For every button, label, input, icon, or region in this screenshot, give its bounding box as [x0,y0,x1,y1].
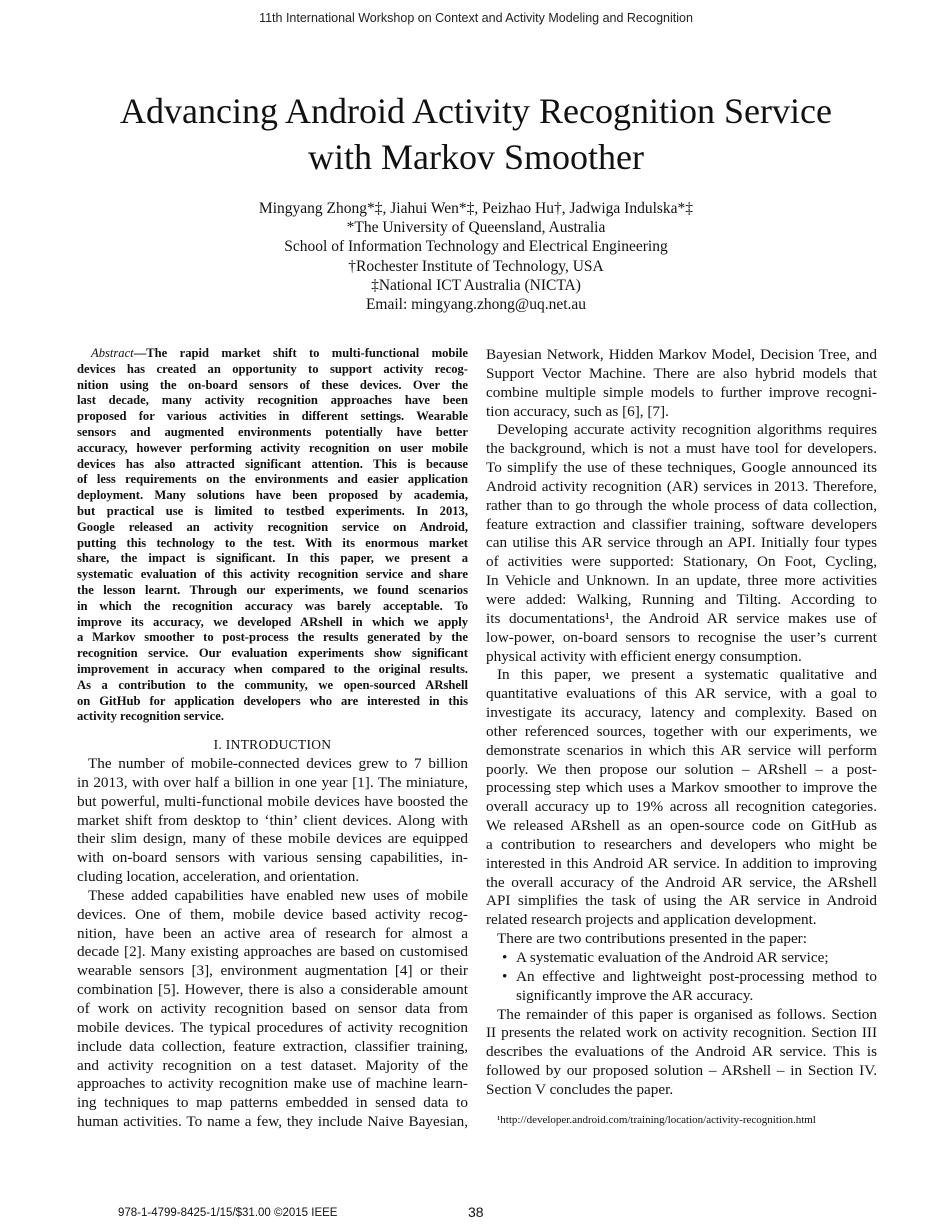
text-line: API simplifies the task of using the AR service in Android [486,892,877,910]
text-line: We released ARshell as an open-source code on GitHub as [486,817,877,835]
text-line: a Markov smoother to post-process the results generated by the [77,630,468,645]
bullet-icon: • [502,949,508,966]
section-heading: I. INTRODUCTION [213,737,332,752]
text-line: with on-board sensors with various sensing capabilities, in- [77,849,468,867]
text-line: Section V concludes the paper. [486,1080,674,1098]
paragraph [486,666,877,930]
text-line: feature extraction and classifier training, software developers [486,515,877,533]
text-line: To simplify the use of these techniques, Google announced its [486,459,877,477]
text-line: devices has created an opportunity to support activity recog- [77,361,468,376]
author-email: Email: mingyang.zhong@uq.net.au [365,296,587,314]
paragraph [486,421,877,666]
paragraph [77,887,468,1132]
text-line: Bayesian Network, Hidden Markov Model, Decision Tree, and [486,346,877,363]
text-line: An effective and lightweight post-processing method to [516,967,877,985]
text-line: market shift from desktop to ‘thin’ client devices. Along with [77,811,468,829]
author-block [0,199,952,314]
text-line: approaches to activity recognition make use of machine learn- [77,1075,468,1093]
introduction-text [77,755,468,1132]
paragraph [77,755,468,887]
title-line: with Markov Smoother [308,137,644,177]
right-column-text [486,346,877,1100]
running-head: 11th International Workshop on Context and Activity Modeling and Recognition [259,11,693,25]
author-names: Mingyang Zhong*‡, Jiahui Wen*‡, Peizhao Hu†, Jadwiga Indulska*‡ [258,200,694,217]
text-line: II presents the related work on activity recognition. Section III [486,1024,877,1042]
text-line: its documentations¹, the Android AR service makes use of [486,609,877,627]
text-line: In Vehicle and Unknown. In an update, three more activities [486,572,877,590]
text-line: improve its accuracy, we developed ARshell in which we apply [77,614,468,629]
text-line: include data collection, feature extraction, classifier training, [77,1037,468,1055]
text-line: of less requirements on the environments and easier application [77,472,468,487]
text-line: a contribution to researchers and developers who might be [486,835,877,853]
text-line: putting this technology to the test. With its enormous market [77,535,468,550]
text-line: share, the impact is significant. In this paper, we present a [77,551,468,566]
text-line: Developing accurate activity recognition algorithms requires [497,421,877,439]
text-line: combine multiple simple models to further improve recogni- [486,383,877,401]
bullet-item [486,968,877,1006]
text-line: but practical use is limited to testbed experiments. In 2013, [77,503,468,518]
text-line: accuracy, however performing activity recognition on user mobile [77,440,468,455]
text-line: other referenced sources, together with our experiments, we [486,722,877,740]
text-line: In this paper, we present a systematic qualitative and [497,666,877,684]
text-line: sensors and augmented environments potentially have better [77,424,468,439]
text-line: As a contribution to the community, we open-sourced ARshell [77,677,468,692]
affiliation: *The University of Queensland, Australia [346,219,606,237]
title-line: Advancing Android Activity Recognition Service [120,91,832,131]
text-line: poorly. We then propose our solution – ARshell – a post- [486,760,877,778]
abstract-text: —The rapid market shift to multi-functional mobile [133,346,468,360]
text-line: in 2013, with over half a billion in one year [1]. The miniature, [77,773,468,791]
text-line: low-power, on-board sensors to recognise the user’s current [486,628,877,646]
text-line: improvement in accuracy when compared to the original results. [77,661,468,676]
text-line: processing step which uses a Markov smoother to improve the [486,779,877,797]
text-line: but powerful, multi-functional mobile devices have boosted the [77,792,468,810]
text-line: deployment. Many solutions have been proposed by academia, [77,488,468,503]
text-line: of work on activity recognition based on sensor data from [77,999,468,1017]
text-line: last decade, many activity recognition approaches have been [77,393,468,408]
text-line: Support Vector Machine. There are also hybrid models that [486,364,877,382]
paper-title [0,88,952,180]
text-line: combination [5]. However, there is also a considerable amount [77,981,468,999]
text-line: their slim design, many of these mobile devices are equipped [77,830,468,848]
text-line: There are two contributions presented in the paper: [497,930,807,948]
text-line: investigate its accuracy, latency and complexity. Based on [486,704,877,722]
text-line: were added: Walking, Running and Tilting. According to [486,590,877,608]
text-line: recognition service. Our evaluation experiments show significant [77,646,468,661]
text-line: proposed for various activities in different settings. Wearable [77,409,468,424]
affiliation: †Rochester Institute of Technology, USA [348,257,604,275]
text-line: the background, which is not a must have tool for developers. [486,440,877,458]
text-line: the lesson learnt. Through our experiments, we found scenarios [77,582,468,597]
text-line: devices. One of them, mobile device based activity recog- [77,905,468,923]
text-line: in which the recognition accuracy was barely acceptable. To [77,598,468,613]
text-line: on GitHub for application developers who are interested in this [77,693,468,708]
affiliation: ‡National ICT Australia (NICTA) [371,276,581,294]
text-line: mobile devices. The typical procedures of activity recognition [77,1018,468,1036]
text-line: The remainder of this paper is organised as follows. Section [497,1005,877,1023]
text-line: activity recognition service. [77,709,224,724]
text-line: rather than to go through the whole process of data collection, [486,496,877,514]
text-line: systematic evaluation of this activity recognition service and share [77,567,468,582]
text-line: the overall accuracy of the Android AR service, the ARshell [486,873,877,891]
text-line: devices has also attracted significant attention. This is because [77,456,468,471]
abstract [77,346,468,725]
text-line: A systematic evaluation of the Android AR service; [516,949,829,966]
abstract-label: Abstract [91,346,134,360]
text-line: decade [2]. Many existing approaches are based on customised [77,943,468,961]
text-line: interested in this Android AR service. In addition to improving [486,854,877,872]
text-line: The number of mobile-connected devices grew to 7 billion [88,755,468,772]
text-line: tion accuracy, such as [6], [7]. [486,402,669,420]
text-line: significantly improve the AR accuracy. [516,986,754,1004]
text-line: human activities. To name a few, they include Naive Bayesian, [77,1113,468,1131]
text-line: demonstrate scenarios in which this AR service will perform [486,741,877,759]
bullet-icon: • [502,967,508,985]
text-line: quantitative evaluations of this AR service, with a goal to [486,685,877,703]
paragraph [486,1006,877,1100]
footnote: ¹http://developer.android.com/training/location/activity-recognition.html [497,1114,816,1126]
copyright-notice: 978-1-4799-8425-1/15/$31.00 ©2015 IEEE [118,1207,338,1219]
text-line: nition using the on-board sensors of these devices. Over the [77,377,468,392]
text-line: can utilise this AR service through an API. Initially four types [486,534,877,552]
text-line: These added capabilities have enabled new uses of mobile [88,886,468,904]
text-line: and activity recognition on a test dataset. Majority of the [77,1056,468,1074]
text-line: physical activity with efficient energy consumption. [486,647,802,665]
text-line: of activities were supported: Stationary, On Foot, Cycling, [486,553,877,571]
text-line: followed by our proposed solution – ARshell – in Section IV. [486,1062,877,1080]
text-line [77,346,468,362]
text-line: cluding location, acceleration, and orientation. [77,868,360,886]
text-line: ing techniques to map patterns embedded in sensed data to [77,1094,468,1112]
text-line: overall accuracy up to 19% across all recognition categories. [486,798,877,816]
affiliation: School of Information Technology and Electrical Engineering [284,238,668,256]
bullet-item [486,949,877,968]
text-line: Google released an activity recognition service on Android, [77,519,468,534]
text-line: describes the evaluations of the Android AR service. This is [486,1043,877,1061]
text-line: wearable sensors [3], environment augmentation [4] or their [77,962,468,980]
paragraph [486,346,877,421]
text-line: nition, have been an active area of research for almost a [77,924,468,942]
paragraph [486,930,877,949]
page-number: 38 [468,1204,484,1220]
text-line: Android activity recognition (AR) services in 2013. Therefore, [486,477,877,495]
text-line: related research projects and application development. [486,911,817,929]
